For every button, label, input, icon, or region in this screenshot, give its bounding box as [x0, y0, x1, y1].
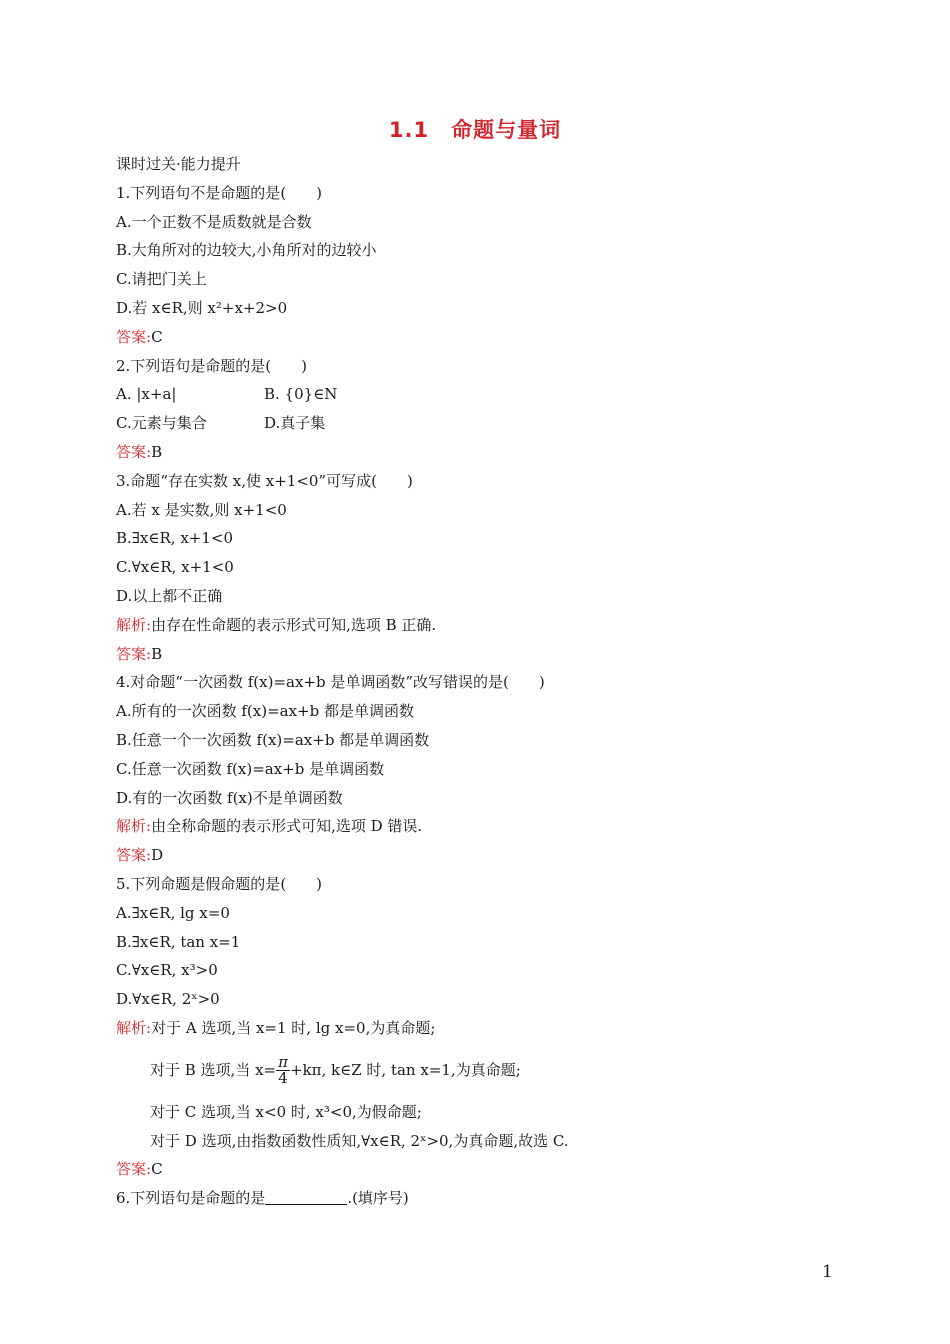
option-3c: C.∀x∈R, x+1<0 — [116, 558, 234, 577]
answer-value: C — [151, 327, 163, 346]
answer-3 — [116, 640, 836, 669]
option-5a: A.∃x∈R, lg x=0 — [116, 903, 230, 922]
document-body — [116, 150, 836, 1213]
answer-1 — [116, 323, 836, 352]
answer-label: 答案: — [116, 442, 152, 461]
question-2: 2.下列语句是命题的是( ) — [116, 356, 308, 375]
option-2c: C.元素与集合 — [116, 414, 207, 433]
section-heading: 课时过关·能力提升 — [116, 155, 241, 173]
explanation-5d: 对于 D 选项,由指数函数性质知,∀x∈R, 2ˣ>0,为真命题,故选 C. — [150, 1131, 569, 1150]
options-2cd — [116, 409, 836, 438]
answer-label: 答案: — [116, 327, 152, 346]
options-2ab — [116, 380, 836, 409]
fraction-pi-over-4 — [276, 1055, 290, 1086]
option-3a: A.若 x 是实数,则 x+1<0 — [116, 500, 287, 519]
option-3b: B.∃x∈R, x+1<0 — [116, 529, 234, 548]
answer-value: D — [151, 846, 164, 865]
question-5: 5.下列命题是假命题的是( ) — [116, 874, 323, 893]
answer-blank[interactable] — [265, 1188, 347, 1205]
option-2a: A. |x+a| — [116, 385, 177, 404]
option-4d: D.有的一次函数 f(x)不是单调函数 — [116, 788, 343, 807]
answer-5 — [116, 1155, 836, 1184]
option-5b: B.∃x∈R, tan x=1 — [116, 932, 241, 951]
option-4a: A.所有的一次函数 f(x)=ax+b 都是单调函数 — [116, 702, 414, 721]
answer-label: 答案: — [116, 846, 152, 865]
option-4b: B.任意一个一次函数 f(x)=ax+b 都是单调函数 — [116, 730, 430, 749]
explanation-text: 由存在性命题的表示形式可知,选项 B 正确. — [151, 615, 437, 634]
answer-value: C — [151, 1160, 163, 1179]
fraction-numerator: π — [278, 1053, 288, 1072]
option-3d: D.以上都不正确 — [116, 586, 223, 605]
option-5d: D.∀x∈R, 2ˣ>0 — [116, 990, 220, 1009]
question-4: 4.对命题“一次函数 f(x)=ax+b 是单调函数”改写错误的是( ) — [116, 673, 545, 692]
option-4c: C.任意一次函数 f(x)=ax+b 是单调函数 — [116, 759, 385, 778]
option-1a: A.一个正数不是质数就是合数 — [116, 212, 312, 231]
explanation-3 — [116, 611, 836, 640]
option-1c: C.请把门关上 — [116, 270, 207, 289]
explanation-text: 对于 A 选项,当 x=1 时, lg x=0,为真命题; — [151, 1018, 436, 1037]
option-1d: D.若 x∈R,则 x²+x+2>0 — [116, 298, 288, 317]
explanation-text-pre: 对于 B 选项,当 x= — [150, 1060, 277, 1079]
answer-label: 答案: — [116, 644, 152, 663]
option-2b: B. {0}∈N — [264, 385, 338, 404]
explanation-text-post: +kπ, k∈Z 时, tan x=1,为真命题; — [289, 1060, 521, 1079]
question-6 — [116, 1184, 836, 1213]
explanation-label: 解析: — [116, 817, 152, 836]
explanation-5a — [116, 1014, 836, 1043]
explanation-text: 由全称命题的表示形式可知,选项 D 错误. — [151, 817, 423, 836]
question-6-suffix: .(填序号) — [347, 1189, 409, 1208]
option-2d: D.真子集 — [264, 414, 326, 433]
fraction-denominator: 4 — [278, 1069, 288, 1088]
answer-4 — [116, 841, 836, 870]
explanation-4 — [116, 812, 836, 841]
explanation-5b — [116, 1043, 836, 1098]
question-3: 3.命题“存在实数 x,使 x+1<0”可写成( ) — [116, 471, 413, 490]
question-6-text: 6.下列语句是命题的是 — [116, 1189, 266, 1208]
answer-label: 答案: — [116, 1160, 152, 1179]
page-number: 1 — [822, 1262, 833, 1282]
option-1b: B.大角所对的边较大,小角所对的边较小 — [116, 241, 377, 260]
option-5c: C.∀x∈R, x³>0 — [116, 961, 218, 980]
answer-value: B — [151, 442, 163, 461]
explanation-label: 解析: — [116, 615, 152, 634]
explanation-5c: 对于 C 选项,当 x<0 时, x³<0,为假命题; — [150, 1102, 422, 1121]
answer-value: B — [151, 644, 163, 663]
question-1: 1.下列语句不是命题的是( ) — [116, 183, 323, 202]
explanation-label: 解析: — [116, 1018, 152, 1037]
page-title: 1.1 命题与量词 — [388, 118, 562, 142]
answer-2 — [116, 438, 836, 467]
